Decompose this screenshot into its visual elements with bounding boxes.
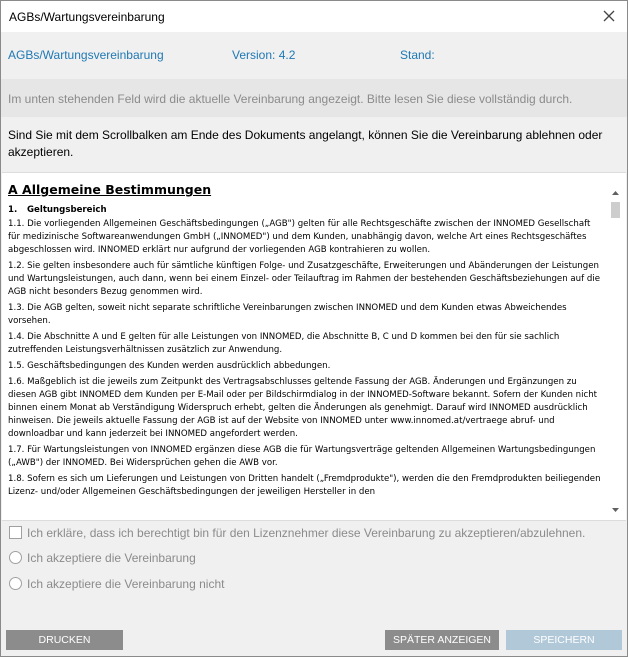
section-title: Geltungsbereich <box>27 205 107 215</box>
scrollbar-track[interactable] <box>611 199 620 502</box>
agreement-name: AGBs/Wartungsvereinbarung <box>8 48 164 62</box>
info-bar <box>1 32 627 79</box>
notice-text: Im unten stehenden Feld wird die aktuelle Vereinbarung angezeigt. Bitte lesen Sie diese vollständig durch. <box>8 92 573 106</box>
paragraph: 1.3. Die AGB gelten, soweit nicht separate schriftliche Vereinbarungen zwischen INNOMED und dem Kunden etwas Abweichendes vorsehen. <box>8 303 567 326</box>
paragraph: 1.2. Sie gelten insbesondere auch für sämtliche künftigen Folge- und Zusatzgeschäfte, Erweiterungen und Abänderungen der Leistungen und Wartungsleistungen, auch dann, wenn bei einem Einzel- oder Teilauftrag im Rahmen der bestehenden Geschäftsbeziehungen auf die AGB nicht besonders Bezug genommen wird. <box>8 261 601 297</box>
paragraph: 1.1. Die vorliegenden Allgemeinen Geschäftsbedingungen („AGB") gelten für alle Rechtsgeschäfte zwischen der INNOMED Gesellschaft für medizinische Softwareanwendungen GmbH („INNOMED") und dem Kunden, unabhängig davon, welche Art eines Rechtsgeschäftes abgeschlossen wird. INNOMED erklärt nur aufgrund der vorliegenden AGB kontrahieren zu wollen. <box>8 219 591 255</box>
checkbox-label: Ich erkläre, dass ich berechtigt bin für den Lizenznehmer diese Vereinbarung zu akzeptieren/abzulehnen. <box>27 526 586 540</box>
section-number: 1. <box>8 205 18 215</box>
notice-bar <box>1 79 627 117</box>
save-button[interactable]: SPEICHERN <box>506 630 622 650</box>
scroll-down-icon[interactable] <box>609 503 622 515</box>
document-content <box>8 173 605 502</box>
agreement-document[interactable] <box>2 172 626 521</box>
print-button[interactable]: DRUCKEN <box>6 630 123 650</box>
button-bar <box>1 628 627 656</box>
decline-label: Ich akzeptiere die Vereinbarung nicht <box>27 577 225 591</box>
paragraph: 1.4. Die Abschnitte A und E gelten für alle Leistungen von INNOMED, die Abschnitte B, C und D kommen bei den für sie sachlich zutreffenden Leistungsverhältnissen zusätzlich zur Anwendung. <box>8 332 560 355</box>
document-heading: A Allgemeine Bestimmungen <box>8 182 212 197</box>
section-heading <box>8 204 605 217</box>
accept-label: Ich akzeptiere die Vereinbarung <box>27 551 196 565</box>
show-later-button[interactable]: SPÄTER ANZEIGEN <box>385 630 499 650</box>
title-bar <box>1 1 627 32</box>
instruction-text: Sind Sie mit dem Scrollbalken am Ende des Dokuments angelangt, können Sie die Vereinbarung ablehnen oder akzeptieren. <box>8 128 603 159</box>
paragraph: 1.8. Sofern es sich um Lieferungen und Leistungen von Dritten handelt („Fremdprodukte"), werden die den Fremdprodukten beiliegenden Lizenz- und/oder Allgemeinen Geschäftsbedingungen der jeweiligen Hersteller in den <box>8 474 601 497</box>
stand-label: Stand: <box>400 48 435 62</box>
version-label: Version: 4.2 <box>232 48 296 62</box>
paragraph: 1.5. Geschäftsbedingungen des Kunden werden ausdrücklich abbedungen. <box>8 361 331 371</box>
scrollbar-thumb[interactable] <box>611 202 620 218</box>
close-icon[interactable] <box>599 6 619 26</box>
document-scrollbar[interactable] <box>609 186 622 515</box>
decline-radio-circle[interactable] <box>9 577 22 590</box>
paragraph: 1.6. Maßgeblich ist die jeweils zum Zeitpunkt des Vertragsabschlusses geltende Fassung der AGB. Änderungen und Ergänzungen zu diesen AGB gibt INNOMED dem Kunden per E-Mail oder per Bildschirmdialog in der INNOMED-Software bekannt. Sofern der Kunden nicht binnen einem Monat ab Verständigung Widerspruch erhebt, gelten die Änderungen als genehmigt. Darauf wird INNOMED ausdrücklich hinweisen. Die jeweils aktuelle Fassung der AGB ist auf der Website von INNOMED unter www.innomed.at/vertraege abruf- und downloadbar und kann jederzeit bei INNOMED angefordert werden. <box>8 377 598 439</box>
accept-radio-circle[interactable] <box>9 551 22 564</box>
scroll-up-icon[interactable] <box>609 186 622 198</box>
paragraph: 1.7. Für Wartungsleistungen von INNOMED ergänzen diese AGB die für Wartungsverträge geltenden Allgemeinen Wartungsbedingungen („AWB") der INNOMED. Bei Widersprüchen gehen die AWB vor. <box>8 445 596 468</box>
checkbox-box[interactable] <box>9 526 22 539</box>
window-title: AGBs/Wartungsvereinbarung <box>9 10 165 24</box>
